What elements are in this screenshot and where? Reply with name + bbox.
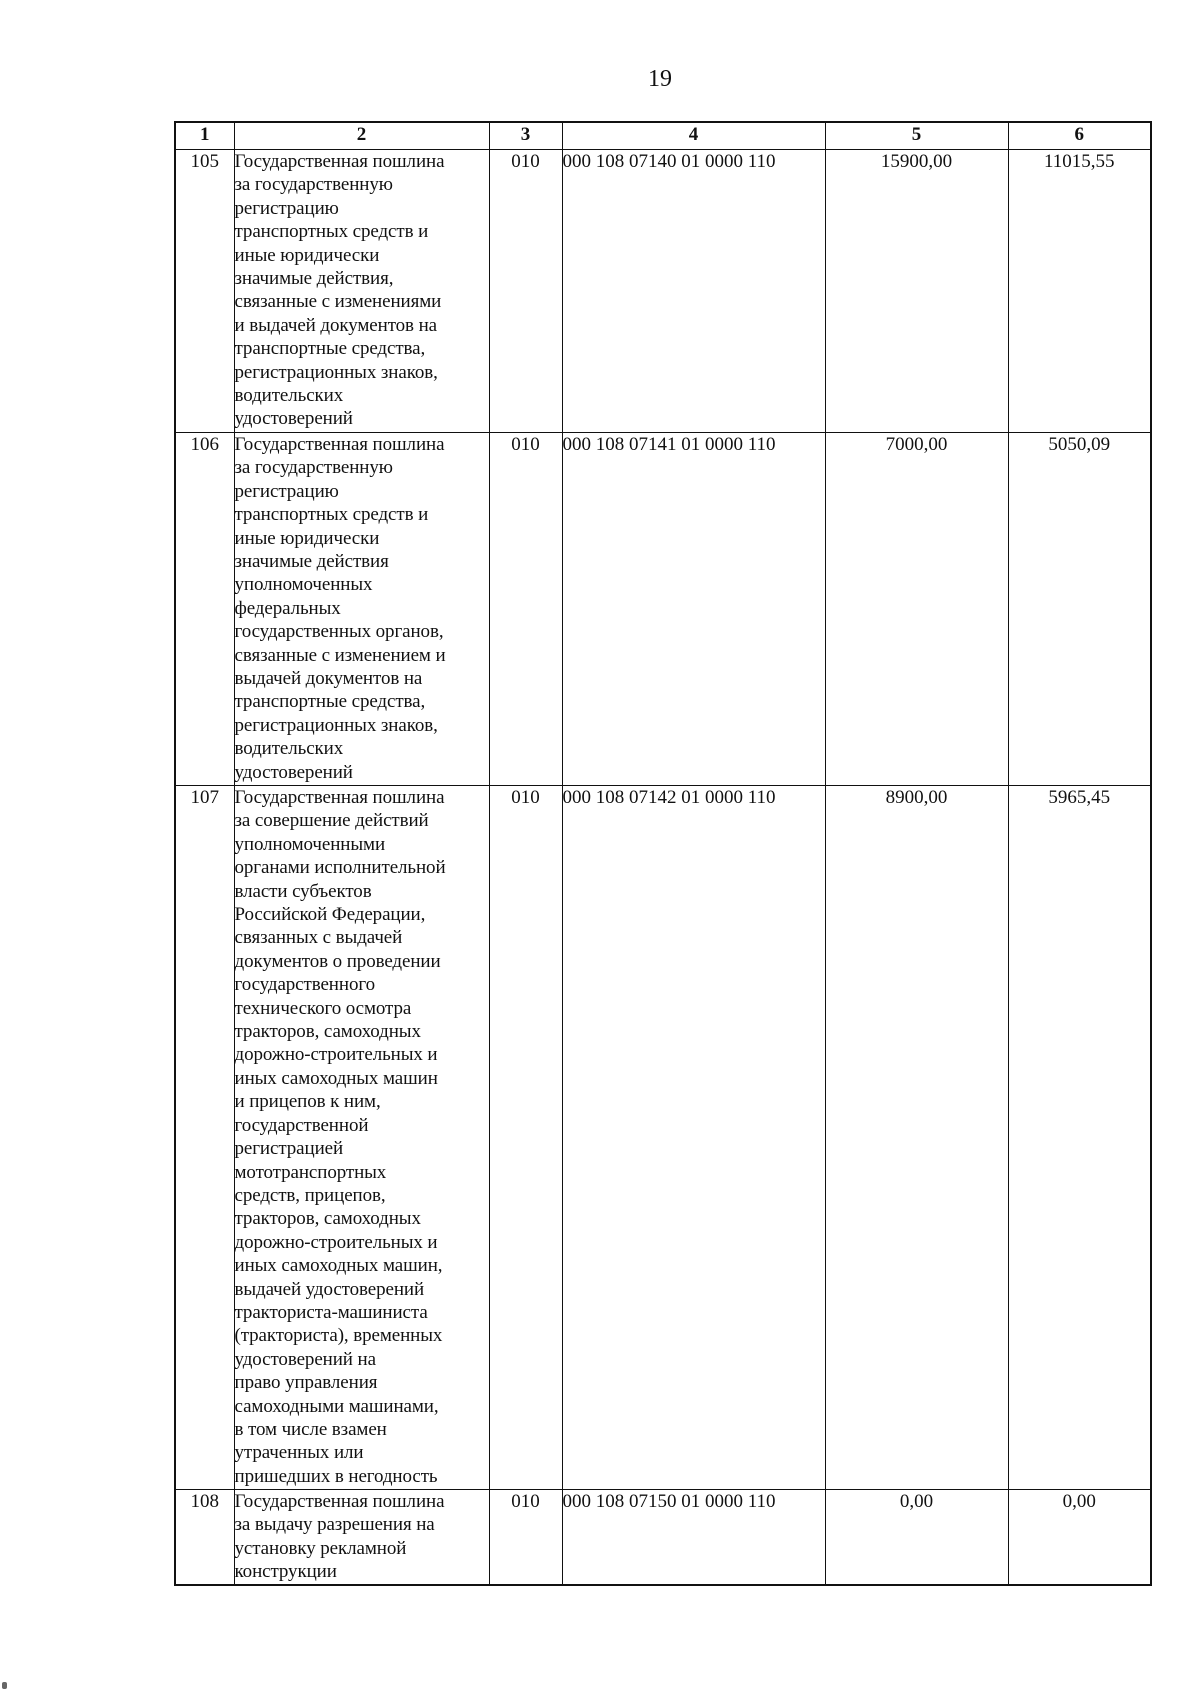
revenue-name-cell <box>234 1490 489 1586</box>
revenue-name-line: и прицепов к ним, <box>234 1091 381 1113</box>
revenue-name-line: регистрацию <box>234 480 339 502</box>
page-number: 19 <box>648 66 672 92</box>
header-cell-3: 3 <box>489 122 562 150</box>
revenue-name-line: и выдачей документов на <box>234 314 437 336</box>
revenue-name-line: государственных органов, <box>234 621 444 643</box>
revenue-name-line: технического осмотра <box>234 997 412 1019</box>
planned-amount-cell: 8900,00 <box>825 786 1008 1490</box>
revenue-name-line: транспортных средств и <box>234 221 429 243</box>
revenue-name-line: тракторов, самоходных <box>234 1021 421 1043</box>
actual-amount-cell: 5050,09 <box>1008 433 1151 786</box>
admin-code-cell: 010 <box>489 786 562 1490</box>
revenue-name-line: транспортные средства, <box>234 338 426 360</box>
table-header-row <box>175 122 1151 150</box>
revenue-name-line: водительских <box>234 738 344 760</box>
scan-artifact-mark <box>2 1682 7 1689</box>
revenue-name-line: значимые действия <box>234 551 389 573</box>
budget-code-cell: 000 108 07140 01 0000 110 <box>562 150 825 433</box>
revenue-name-line: регистрационных знаков, <box>234 714 438 736</box>
table-row <box>175 433 1151 786</box>
actual-amount-cell: 0,00 <box>1008 1490 1151 1586</box>
revenue-name-line: самоходными машинами, <box>234 1395 439 1417</box>
revenue-name-cell <box>234 150 489 433</box>
revenue-name-line: Государственная пошлина <box>234 787 445 808</box>
budget-code-cell: 000 108 07150 01 0000 110 <box>562 1490 825 1586</box>
revenue-name-line: связанные с изменением и <box>234 644 446 666</box>
row-number-cell: 107 <box>175 786 234 1490</box>
row-number-cell: 108 <box>175 1490 234 1586</box>
revenue-name-line: регистрацию <box>234 197 339 219</box>
revenue-name-line: средств, прицепов, <box>234 1184 386 1206</box>
budget-code-cell: 000 108 07141 01 0000 110 <box>562 433 825 786</box>
header-cell-2: 2 <box>234 122 489 150</box>
revenue-name-line: государственной <box>234 1114 369 1136</box>
planned-amount-cell: 15900,00 <box>825 150 1008 433</box>
revenue-name-line: (тракториста), временных <box>234 1325 443 1347</box>
revenue-name-line: тракторов, самоходных <box>234 1208 421 1230</box>
revenue-name-line: за выдачу разрешения на <box>234 1514 435 1536</box>
revenue-name-line: дорожно-строительных и <box>234 1044 438 1066</box>
revenue-name-line: органами исполнительной <box>234 857 446 879</box>
revenue-name-line: регистрационных знаков, <box>234 361 438 383</box>
revenue-name-line: в том числе взамен <box>234 1418 387 1440</box>
revenue-name-line: федеральных <box>234 597 341 619</box>
table-body <box>175 150 1151 1586</box>
revenue-name-line: власти субъектов <box>234 880 372 902</box>
admin-code-cell: 010 <box>489 1490 562 1586</box>
revenue-name-line: выдачей удостоверений <box>234 1278 425 1300</box>
revenue-name-line: транспортных средств и <box>234 504 429 526</box>
revenue-name-line: документов о проведении <box>234 950 441 972</box>
admin-code-cell: 010 <box>489 433 562 786</box>
revenue-name-line: Государственная пошлина <box>234 151 445 172</box>
revenue-name-line: связанные с изменениями <box>234 291 442 313</box>
table-row <box>175 786 1151 1490</box>
row-number-cell: 105 <box>175 150 234 433</box>
revenue-name-line: государственного <box>234 974 375 996</box>
revenue-name-line: Российской Федерации, <box>234 904 426 926</box>
revenue-name-line: конструкции <box>234 1561 337 1583</box>
header-cell-6: 6 <box>1008 122 1151 150</box>
planned-amount-cell: 0,00 <box>825 1490 1008 1586</box>
header-cell-1: 1 <box>175 122 234 150</box>
revenue-name-line: иных самоходных машин, <box>234 1255 443 1277</box>
header-cell-5: 5 <box>825 122 1008 150</box>
revenue-table <box>174 121 1152 1586</box>
revenue-name-line: уполномоченными <box>234 833 386 855</box>
revenue-name-line: право управления <box>234 1372 378 1394</box>
revenue-name-line: удостоверений <box>234 761 353 783</box>
table-row <box>175 1490 1151 1586</box>
revenue-name-line: утраченных или <box>234 1442 364 1464</box>
row-number-cell: 106 <box>175 433 234 786</box>
revenue-name-line: регистрацией <box>234 1138 344 1160</box>
table-row <box>175 150 1151 433</box>
revenue-name-line: уполномоченных <box>234 574 373 596</box>
revenue-name-cell <box>234 433 489 786</box>
revenue-name-line: выдачей документов на <box>234 668 423 690</box>
revenue-name-line: дорожно-строительных и <box>234 1231 438 1253</box>
revenue-name-line: значимые действия, <box>234 268 394 290</box>
revenue-name-line: Государственная пошлина <box>234 1491 445 1512</box>
revenue-name-line: удостоверений <box>234 408 353 430</box>
revenue-name-line: иных самоходных машин <box>234 1067 438 1089</box>
revenue-name-line: тракториста-машиниста <box>234 1301 428 1323</box>
budget-code-cell: 000 108 07142 01 0000 110 <box>562 786 825 1490</box>
revenue-name-line: удостоверений на <box>234 1348 376 1370</box>
revenue-name-line: установку рекламной <box>234 1537 407 1559</box>
header-cell-4: 4 <box>562 122 825 150</box>
revenue-name-line: связанных с выдачей <box>234 927 403 949</box>
revenue-name-line: иные юридически <box>234 244 380 266</box>
revenue-name-cell <box>234 786 489 1490</box>
revenue-name-line: за государственную <box>234 174 393 196</box>
revenue-name-line: мототранспортных <box>234 1161 387 1183</box>
revenue-name-line: транспортные средства, <box>234 691 426 713</box>
revenue-name-line: за государственную <box>234 457 393 479</box>
actual-amount-cell: 11015,55 <box>1008 150 1151 433</box>
actual-amount-cell: 5965,45 <box>1008 786 1151 1490</box>
revenue-name-line: пришедших в негодность <box>234 1465 438 1487</box>
admin-code-cell: 010 <box>489 150 562 433</box>
revenue-name-line: иные юридически <box>234 527 380 549</box>
revenue-name-line: за совершение действий <box>234 810 429 832</box>
revenue-name-line: водительских <box>234 385 344 407</box>
revenue-name-line: Государственная пошлина <box>234 434 445 455</box>
planned-amount-cell: 7000,00 <box>825 433 1008 786</box>
